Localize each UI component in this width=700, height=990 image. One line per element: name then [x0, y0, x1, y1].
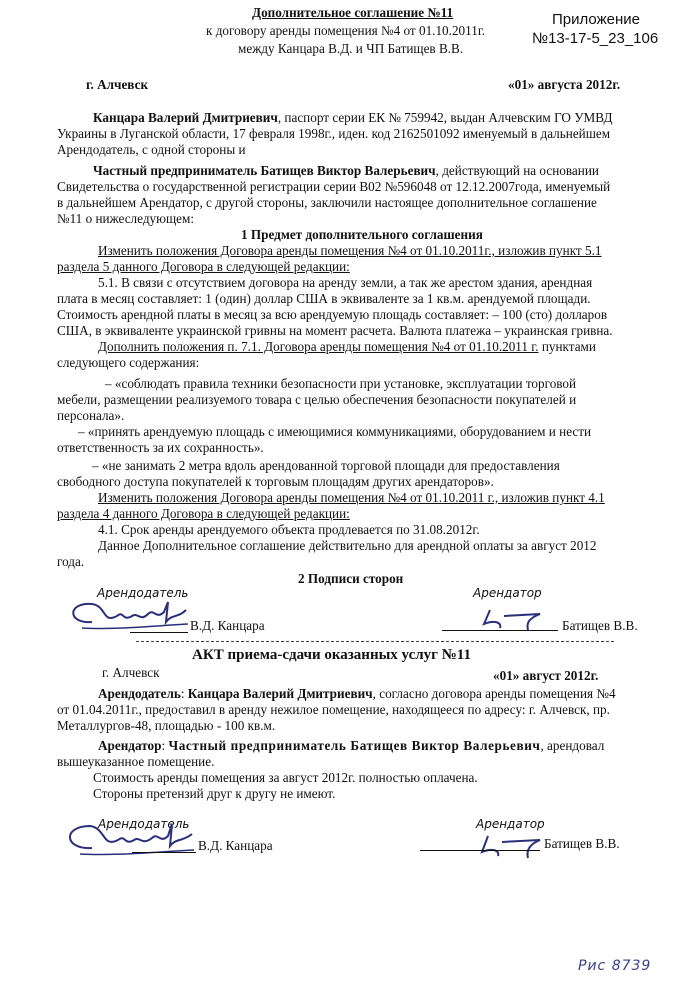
intro-p2-line4: №11 о нижеследующем:	[57, 211, 194, 226]
separator-line	[136, 641, 614, 642]
act-landlord-signature-line	[132, 852, 196, 853]
act-tenant-name: Батищев В.В.	[544, 836, 620, 851]
act-landlord-name: Канцара Валерий Дмитриевич	[187, 686, 373, 701]
act-landlord-rest: , согласно договора аренды помещения №4	[372, 686, 616, 701]
bullet-1-line1: – «соблюдать правила техники безопасности при установке, эксплуатации торговой	[105, 376, 577, 391]
add-clause-7-1-rest: пунктами	[538, 339, 596, 354]
tenant-label: Арендатор	[473, 586, 542, 600]
appendix-label: Приложение	[552, 11, 640, 28]
appendix-number: №13-17-5_23_106	[532, 30, 659, 47]
act-tenant-label: Арендатор	[98, 738, 162, 753]
bullet-3-line1: – «не занимать 2 метра вдоль арендованной торговой площади для предоставления	[92, 458, 560, 473]
intro-p2-rest: , действующий на основании	[435, 163, 599, 178]
handwritten-note: Рис 8739	[578, 958, 652, 974]
act-tenant-paragraph	[98, 738, 604, 754]
act-city: г. Алчевск	[102, 665, 160, 680]
validity-line2: года.	[57, 554, 85, 569]
act-no-claims: Стороны претензий друг к другу не имеют.	[93, 786, 336, 801]
act-landlord-name: В.Д. Канцара	[198, 838, 273, 853]
clause-5-1-line4: США, в эквиваленте украинской гривны на момент расчета. Валюта платежа – украинская гривна.	[57, 323, 613, 338]
act-landlord-line3: Металлургов-48, площадью - 100 кв.м.	[57, 718, 276, 733]
landlord-full-name: Канцара Валерий Дмитриевич	[93, 110, 278, 125]
intro-paragraph-1	[93, 110, 613, 126]
intro-p1-rest: , паспорт серии ЕК № 759942, выдан Алчевским ГО УМВД	[277, 110, 613, 125]
clause-5-1-line1: 5.1. В связи с отсутствием договора на аренду земли, а так же арестом здания, арендная	[98, 275, 593, 290]
act-tenant-line2: вышеуказанное помещение.	[57, 754, 215, 769]
document-subtitle: к договору аренды помещения №4 от 01.10.2011г.	[206, 23, 486, 38]
change-clause-4-1-line1: Изменить положения Договора аренды помещения №4 от 01.10.2011 г., изложив пункт 4.1	[98, 490, 605, 505]
add-clause-7-1-line2: следующего содержания:	[57, 355, 200, 370]
validity-line1: Данное Дополнительное соглашение действительно для арендной оплаты за август 2012	[98, 538, 597, 553]
intro-p1-line2: Украины в Луганской области, 17 февраля 1998г., иден. код 2162501092 именуемый в дальнейшем	[57, 126, 611, 141]
section-1-heading: 1 Предмет дополнительного соглашения	[241, 227, 483, 242]
tenant-signature	[480, 598, 560, 634]
document-title: Дополнительное соглашение №11	[252, 5, 454, 20]
act-landlord-sep: :	[180, 686, 188, 701]
document-date: «01» августа 2012г.	[508, 77, 621, 92]
place-city: г. Алчевск	[86, 77, 149, 92]
bullet-1-line3: персонала».	[57, 408, 125, 423]
add-clause-7-1	[98, 339, 596, 355]
act-date: «01» август 2012г.	[493, 668, 599, 683]
act-landlord-signature-label: Арендодатель	[98, 817, 190, 831]
act-landlord-paragraph	[98, 686, 616, 702]
tenant-name: Батищев В.В.	[562, 618, 638, 633]
bullet-2-line1: – «принять арендуемую площадь с имеющимися коммуникациями, оборудованием и нести	[78, 424, 592, 439]
act-paid-statement: Стоимость аренды помещения за август 2012г. полностью оплачена.	[93, 770, 478, 785]
act-tenant-name: Частный предприниматель Батищев Виктор Валерьевич	[168, 738, 541, 753]
intro-paragraph-2	[93, 163, 599, 179]
intro-p2-line2: Свидетельства о государственной регистрации серии В02 №596048 от 12.12.2007года, именуемый	[57, 179, 611, 194]
change-clause-5-1-line2: раздела 5 данного Договора в следующей редакции:	[57, 259, 350, 274]
tenant-signature-line	[442, 630, 558, 631]
act-tenant-signature-label: Арендатор	[476, 817, 545, 831]
clause-5-1-line3: Стоимость арендной платы в месяц за всю арендуемую площадь составляет: – 100 (сто) долларов	[57, 307, 608, 322]
landlord-label: Арендодатель	[97, 586, 189, 600]
bullet-1-line2: мебели, размещении реализуемого товара с целью обеспечения безопасности покупателей и	[57, 392, 577, 407]
bullet-2-line2: ответственность за их сохранность».	[57, 440, 264, 455]
act-title: АКТ приема-сдачи оказанных услуг №11	[192, 647, 471, 663]
landlord-signature-line	[130, 632, 188, 633]
intro-p1-line3: Арендодатель, с одной стороны и	[57, 142, 246, 157]
section-2-heading: 2 Подписи сторон	[298, 571, 404, 586]
intro-p2-line3: в дальнейшем Арендатор, с другой стороны, заключили настоящее дополнительное соглашение	[57, 195, 597, 210]
change-clause-4-1-line2: раздела 4 данного Договора в следующей редакции:	[57, 506, 350, 521]
bullet-3-line2: свободного доступа покупателей к торговым площадям других арендаторов».	[57, 474, 494, 489]
change-clause-5-1-line1: Изменить положения Договора аренды помещения №4 от 01.10.2011г., изложив пункт 5.1	[98, 243, 602, 258]
act-tenant-sep: :	[161, 738, 169, 753]
document-parties-line: между Канцара В.Д. и ЧП Батищев В.В.	[238, 41, 464, 56]
act-tenant-signature-line	[420, 850, 540, 851]
act-tenant-rest: , арендовал	[540, 738, 605, 753]
clause-5-1-line2: плата в месяц составляет: 1 (один) доллар США в эквиваленте за 1 кв.м. арендуемой площади.	[57, 291, 591, 306]
add-clause-7-1-underlined: Дополнить положения п. 7.1. Договора аренды помещения №4 от 01.10.2011 г.	[98, 339, 539, 354]
tenant-full-name: Частный предприниматель Батищев Виктор Валерьевич	[93, 163, 436, 178]
act-landlord-label: Арендодатель	[98, 686, 181, 701]
clause-4-1: 4.1. Срок аренды арендуемого объекта продлевается по 31.08.2012г.	[98, 522, 480, 537]
landlord-name: В.Д. Канцара	[190, 618, 265, 633]
act-landlord-line2: от 01.04.2011г., предоставил в аренду нежилое помещение, находящееся по адресу: г. Алчевск, пр.	[57, 702, 610, 717]
act-landlord-signature	[58, 814, 198, 864]
